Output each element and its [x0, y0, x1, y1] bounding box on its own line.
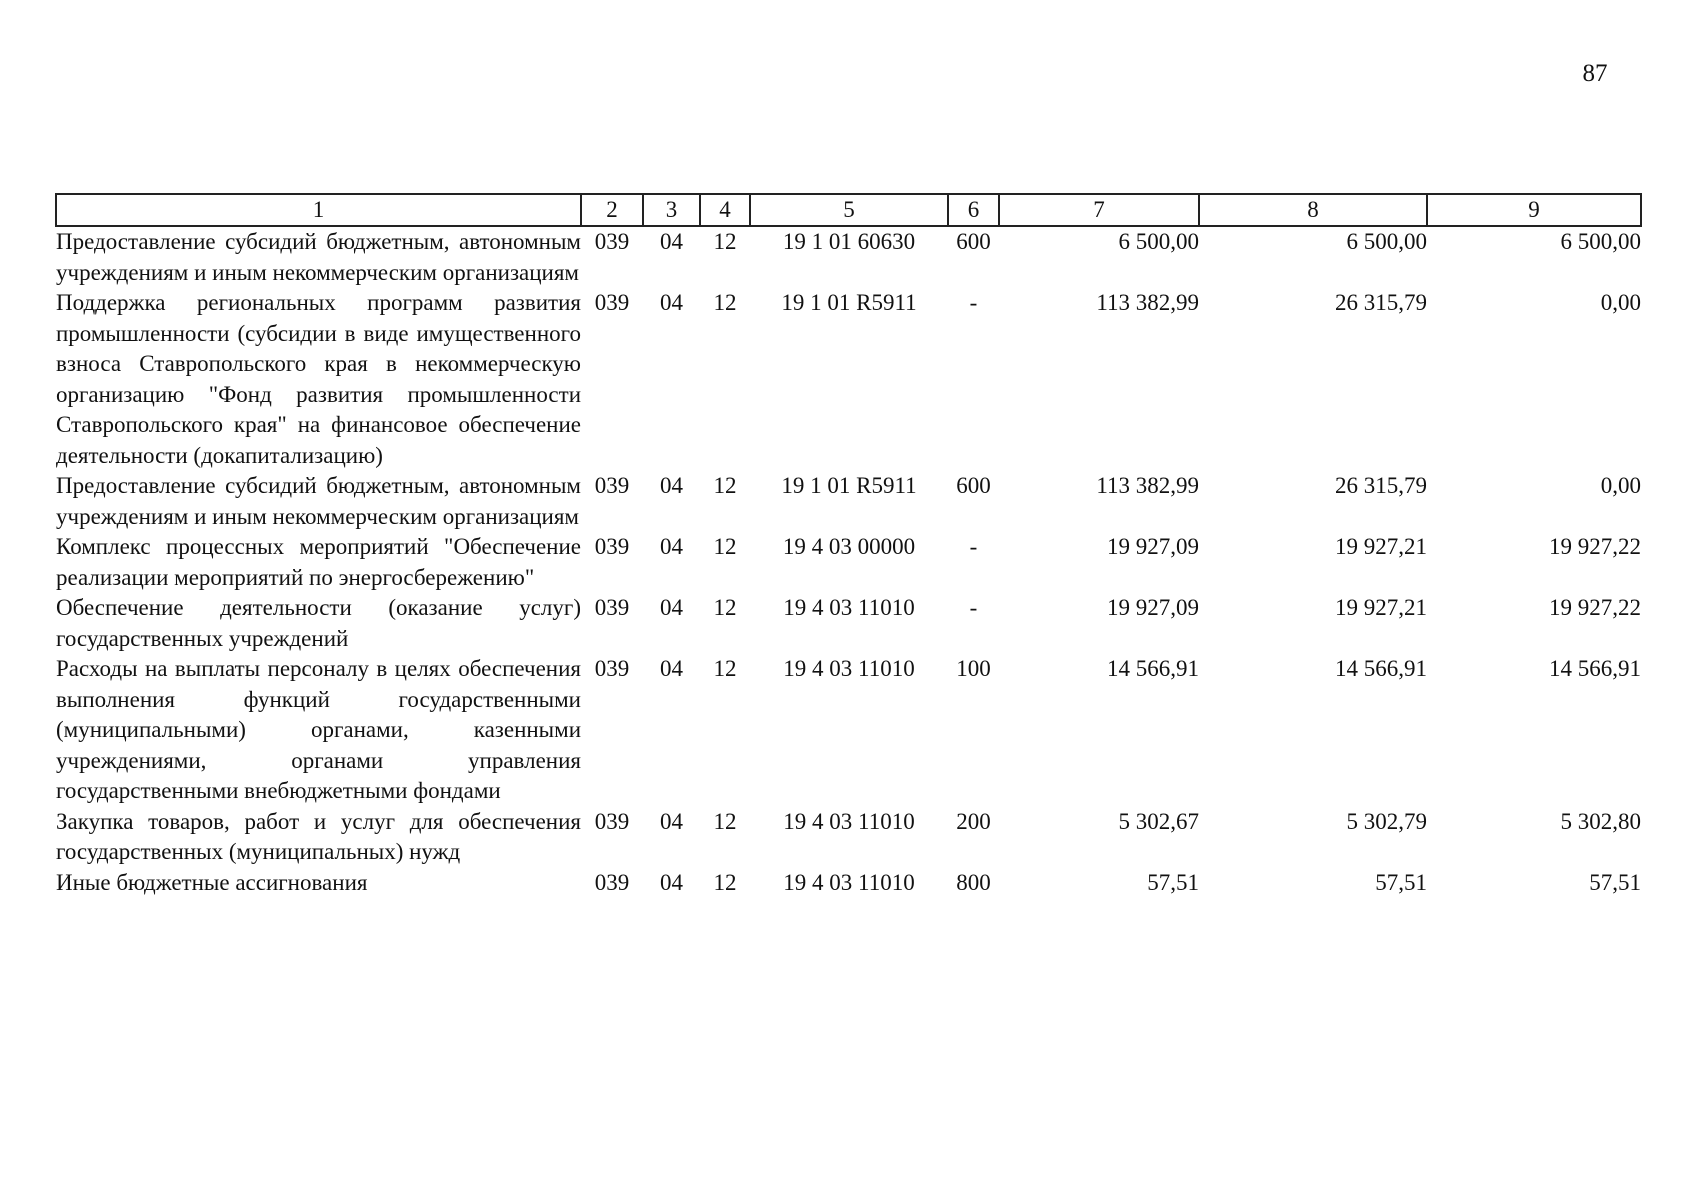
row-section-code: 04 — [660, 534, 683, 559]
row-name: Предоставление субсидий бюджетным, автономным учреждениям и иным некоммерческим организациям — [56, 229, 581, 285]
row-amount-col9: 0,00 — [1600, 473, 1641, 498]
row-subsection-code: 12 — [713, 869, 737, 895]
row-amount-col9: 19 927,22 — [1549, 534, 1641, 559]
row-name: Закупка товаров, работ и услуг для обеспечения государственных (муниципальных) нужд — [56, 808, 581, 864]
row-target-article: 19 4 03 11010 — [783, 808, 915, 834]
row-amount-col8: 26 315,79 — [1335, 473, 1427, 498]
row-target-article: 19 1 01 R5911 — [781, 290, 917, 315]
row-expense-type: 600 — [956, 229, 991, 254]
row-amount-col8: 57,51 — [1375, 869, 1427, 895]
row-amount-col9: 19 927,22 — [1549, 595, 1641, 620]
row-name: Поддержка региональных программ развития промышленности (субсидии в виде имущественного взноса Ставропольского края в некоммерческую организацию "Фонд развития промышленности Ставропольского края" на финансовое обеспечение деятельности (докапитализацию) — [56, 290, 581, 468]
header-col-8: 8 — [1199, 194, 1427, 226]
header-row — [56, 194, 1641, 226]
header-col-6: 6 — [948, 194, 999, 226]
row-amount-col7: 113 382,99 — [1096, 290, 1199, 315]
row-amount-col9: 6 500,00 — [1560, 229, 1641, 254]
row-amount-col8: 19 927,21 — [1335, 534, 1427, 559]
row-amount-col7: 19 927,09 — [1107, 595, 1199, 620]
header-col-5: 5 — [750, 194, 948, 226]
row-expense-type: - — [969, 534, 978, 559]
row-subsection-code: 12 — [713, 534, 737, 559]
row-subsection-code: 12 — [713, 808, 737, 834]
row-ministry-code: 039 — [594, 656, 630, 681]
row-expense-type: 600 — [956, 473, 991, 498]
row-ministry-code: 039 — [594, 869, 630, 895]
row-target-article: 19 1 01 60630 — [782, 229, 916, 254]
row-amount-col9: 0,00 — [1600, 290, 1641, 315]
row-subsection-code: 12 — [713, 229, 737, 254]
row-section-code: 04 — [660, 473, 683, 498]
row-expense-type: - — [969, 290, 978, 315]
row-expense-type: 800 — [956, 869, 991, 895]
header-col-2: 2 — [581, 194, 643, 226]
table-row — [56, 226, 1641, 288]
row-subsection-code: 12 — [713, 595, 737, 620]
row-section-code: 04 — [660, 229, 683, 254]
table-row — [56, 807, 1641, 868]
table-row — [56, 288, 1641, 471]
row-amount-col8: 26 315,79 — [1335, 290, 1427, 315]
row-target-article: 19 1 01 R5911 — [781, 473, 917, 498]
row-subsection-code: 12 — [713, 656, 737, 681]
row-amount-col7: 6 500,00 — [1118, 229, 1199, 254]
row-ministry-code: 039 — [594, 595, 630, 620]
row-amount-col8: 14 566,91 — [1335, 656, 1427, 681]
table-body — [56, 226, 1641, 898]
table-row — [56, 654, 1641, 807]
row-amount-col9: 57,51 — [1589, 869, 1641, 895]
row-amount-col9: 14 566,91 — [1549, 656, 1641, 681]
row-amount-col8: 19 927,21 — [1335, 595, 1427, 620]
table-header — [56, 194, 1641, 226]
header-col-7: 7 — [999, 194, 1199, 226]
row-section-code: 04 — [660, 290, 683, 315]
row-name: Комплекс процессных мероприятий "Обеспечение реализации мероприятий по энергосбережению" — [56, 534, 581, 590]
row-amount-col7: 5 302,67 — [1118, 808, 1199, 834]
row-subsection-code: 12 — [713, 473, 737, 498]
row-ministry-code: 039 — [594, 290, 630, 315]
table-row — [56, 868, 1641, 899]
row-name: Обеспечение деятельности (оказание услуг) государственных учреждений — [56, 595, 581, 651]
page-number: 87 — [1582, 60, 1608, 87]
row-ministry-code: 039 — [594, 229, 630, 254]
row-target-article: 19 4 03 11010 — [783, 869, 915, 895]
row-expense-type: - — [969, 595, 978, 620]
table-row — [56, 471, 1641, 532]
row-amount-col9: 5 302,80 — [1560, 808, 1641, 834]
row-expense-type: 100 — [956, 656, 991, 681]
row-name: Расходы на выплаты персоналу в целях обеспечения выполнения функций государственными (муниципальными) органами, казенными учреждениями, органами управления государственными внебюджетными фондами — [56, 656, 581, 803]
row-ministry-code: 039 — [594, 808, 630, 834]
row-section-code: 04 — [660, 595, 683, 620]
budget-table — [55, 193, 1642, 898]
row-amount-col7: 14 566,91 — [1107, 656, 1199, 681]
row-target-article: 19 4 03 11010 — [783, 656, 915, 681]
row-expense-type: 200 — [956, 808, 991, 834]
header-col-4: 4 — [700, 194, 750, 226]
header-col-3: 3 — [643, 194, 700, 226]
table-row — [56, 593, 1641, 654]
row-name: Предоставление субсидий бюджетным, автономным учреждениям и иным некоммерческим организациям — [56, 473, 581, 529]
row-amount-col7: 113 382,99 — [1096, 473, 1199, 498]
row-ministry-code: 039 — [594, 534, 630, 559]
row-name: Иные бюджетные ассигнования — [56, 869, 368, 895]
table-row — [56, 532, 1641, 593]
row-amount-col7: 19 927,09 — [1107, 534, 1199, 559]
row-section-code: 04 — [660, 869, 683, 895]
row-ministry-code: 039 — [594, 473, 630, 498]
row-amount-col8: 5 302,79 — [1346, 808, 1427, 834]
row-target-article: 19 4 03 00000 — [782, 534, 916, 559]
header-col-1: 1 — [56, 194, 581, 226]
row-subsection-code: 12 — [713, 290, 737, 315]
row-target-article: 19 4 03 11010 — [783, 595, 915, 620]
row-amount-col7: 57,51 — [1147, 869, 1199, 895]
row-amount-col8: 6 500,00 — [1346, 229, 1427, 254]
row-section-code: 04 — [660, 656, 683, 681]
header-col-9: 9 — [1427, 194, 1641, 226]
row-section-code: 04 — [660, 808, 683, 834]
